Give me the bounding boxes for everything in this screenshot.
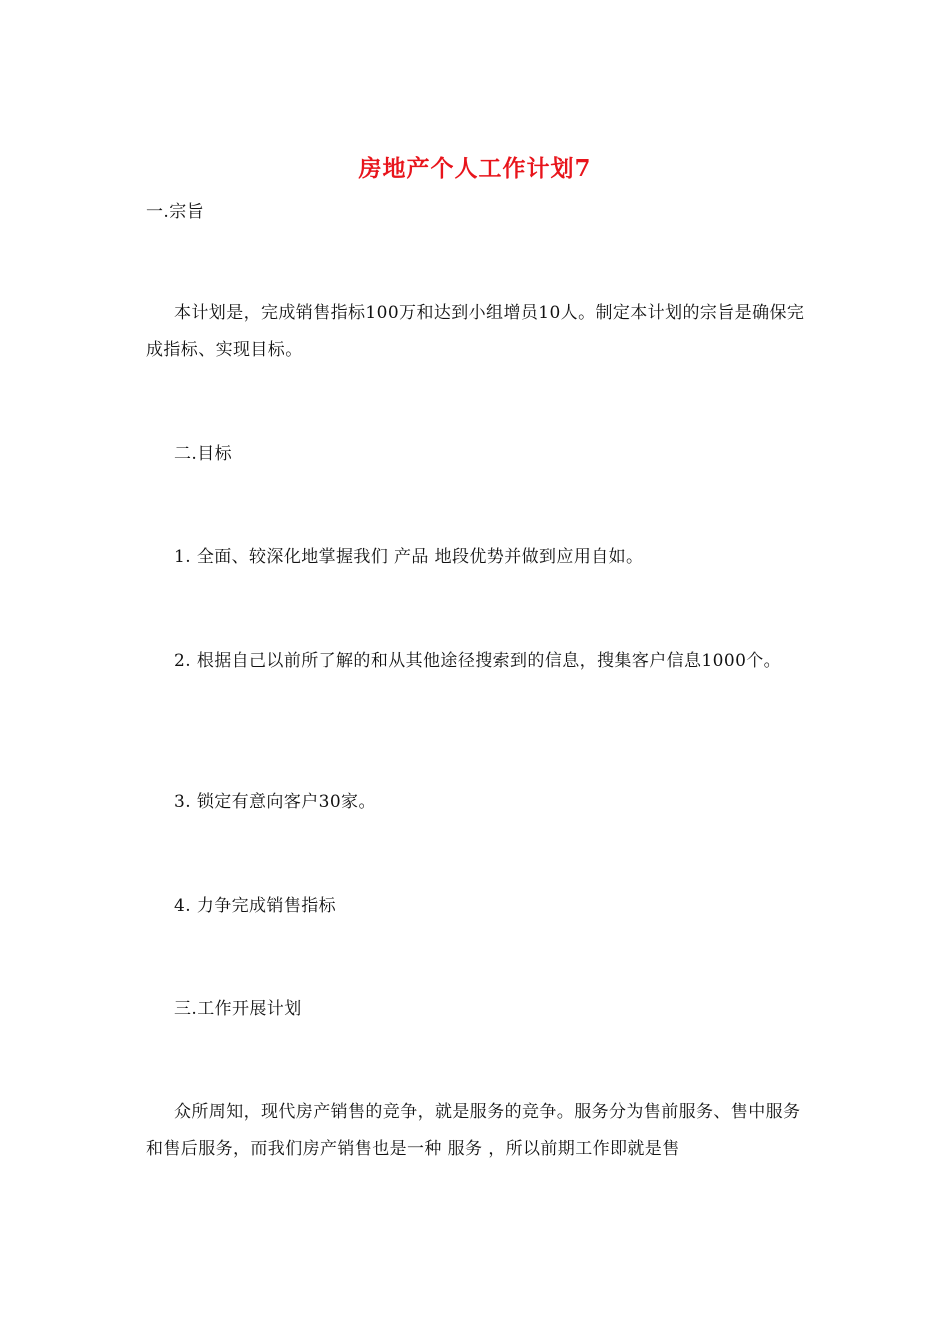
goal-item-4: 4. 力争完成销售指标 (174, 896, 337, 916)
goal-item-1: 1. 全面、较深化地掌握我们 产品 地段优势并做到应用自如。 (174, 547, 644, 567)
section-heading-purpose: 一.宗旨 (146, 202, 205, 222)
section-heading-work-plan: 三.工作开展计划 (174, 999, 302, 1019)
goal-item-3: 3. 锁定有意向客户30家。 (174, 792, 376, 812)
goal-item-2: 2. 根据自己以前所了解的和从其他途径搜索到的信息，搜集客户信息1000个。 (174, 651, 782, 671)
paragraph-purpose: 本计划是，完成销售指标100万和达到小组增员10人。制定本计划的宗旨是确保完成指标、实现目标。 (146, 303, 805, 360)
paragraph-work-plan: 众所周知，现代房产销售的竞争，就是服务的竞争。服务分为售前服务、售中服务和售后服务，而我们房产销售也是一种 服务 ，所以前期工作即就是售 (146, 1102, 801, 1159)
section-heading-goals: 二.目标 (174, 444, 233, 464)
document-title: 房地产个人工作计划7 (358, 155, 592, 182)
